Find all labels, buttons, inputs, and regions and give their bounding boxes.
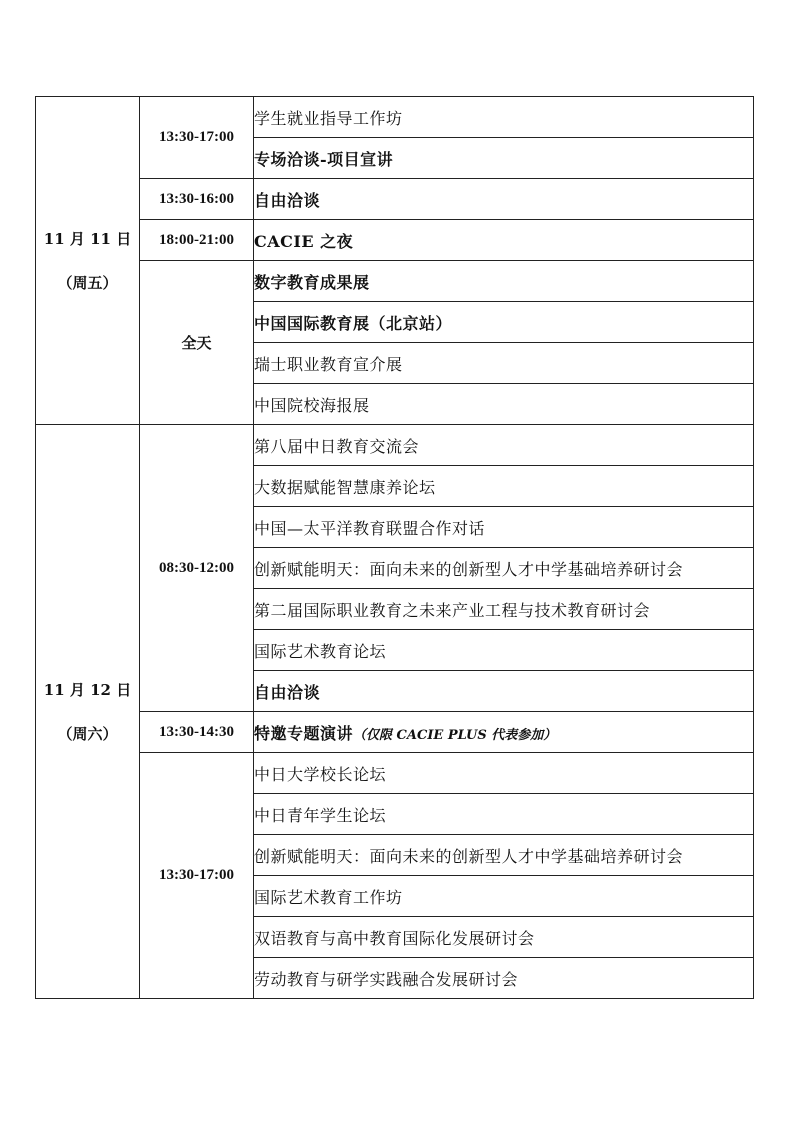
- time-cell: 18:00-21:00: [140, 220, 254, 261]
- date-cell: [36, 97, 140, 425]
- date-label: 11 月 11 日: [43, 229, 132, 248]
- schedule-table: [35, 96, 754, 999]
- event-cell: 创新赋能明天：面向未来的创新型人才中学基础培养研讨会: [254, 548, 754, 589]
- table-row: [36, 179, 754, 220]
- event-cell: 中日大学校长论坛: [254, 753, 754, 794]
- event-cell: 国际艺术教育工作坊: [254, 876, 754, 917]
- time-cell: 全天: [140, 261, 254, 425]
- event-title: 特邀专题演讲: [254, 723, 354, 743]
- event-cell: 大数据赋能智慧康养论坛: [254, 466, 754, 507]
- time-cell: 13:30-17:00: [140, 753, 254, 999]
- event-cell: 专场洽谈-项目宣讲: [254, 138, 754, 179]
- table-row: [36, 97, 754, 138]
- event-cell: 学生就业指导工作坊: [254, 97, 754, 138]
- event-cell: 中国院校海报展: [254, 384, 754, 425]
- event-cell: 国际艺术教育论坛: [254, 630, 754, 671]
- event-cell: 中日青年学生论坛: [254, 794, 754, 835]
- event-cell: 瑞士职业教育宣介展: [254, 343, 754, 384]
- event-cell: 劳动教育与研学实践融合发展研讨会: [254, 958, 754, 999]
- event-cell: [254, 712, 754, 753]
- table-row: [36, 261, 754, 302]
- weekday-label: （周五）: [57, 273, 118, 292]
- table-row: [36, 753, 754, 794]
- event-cell: 创新赋能明天：面向未来的创新型人才中学基础培养研讨会: [254, 835, 754, 876]
- time-cell: 08:30-12:00: [140, 425, 254, 712]
- event-cell: 双语教育与高中教育国际化发展研讨会: [254, 917, 754, 958]
- time-cell: 13:30-14:30: [140, 712, 254, 753]
- event-note: （仅限 CACIE PLUS 代表参加）: [353, 727, 557, 743]
- event-cell: 第八届中日教育交流会: [254, 425, 754, 466]
- event-cell: CACIE 之夜: [254, 220, 754, 261]
- table-row: [36, 220, 754, 261]
- table-row: [36, 712, 754, 753]
- time-cell: 13:30-17:00: [140, 97, 254, 179]
- date-cell: [36, 425, 140, 999]
- event-cell: 中国国际教育展（北京站）: [254, 302, 754, 343]
- date-label: 11 月 12 日: [43, 680, 132, 699]
- event-cell: 自由洽谈: [254, 179, 754, 220]
- event-cell: 数字教育成果展: [254, 261, 754, 302]
- time-cell: 13:30-16:00: [140, 179, 254, 220]
- event-cell: 中国—太平洋教育联盟合作对话: [254, 507, 754, 548]
- weekday-label: （周六）: [57, 724, 118, 743]
- table-row: [36, 425, 754, 466]
- event-cell: 第二届国际职业教育之未来产业工程与技术教育研讨会: [254, 589, 754, 630]
- event-cell: 自由洽谈: [254, 671, 754, 712]
